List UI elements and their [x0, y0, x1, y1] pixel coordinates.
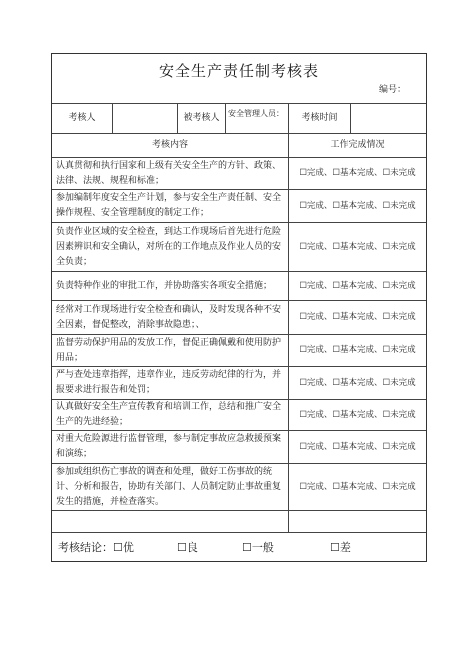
- assessment-time-label: 考核时间: [288, 104, 350, 133]
- table-row-empty: [52, 510, 426, 532]
- assessor-field[interactable]: [112, 104, 177, 133]
- item-text: 负责作业区域的安全检查，到达工作现场后首先进行危险因素辨识和安全确认，对所在的工作地点及作业人员的安全负责；: [56, 226, 282, 267]
- status-options-empty: [288, 511, 426, 532]
- conclusion-row: [52, 532, 426, 561]
- item-text: 负责特种作业的审批工作，并协助落实各项安全措施；: [56, 280, 273, 291]
- conclusion-option-good[interactable]: ☐良: [177, 540, 198, 554]
- status-column-header: 工作完成情况: [288, 134, 426, 157]
- content-column-header: 考核内容: [151, 140, 188, 150]
- table-row: [52, 334, 426, 366]
- conclusion-option-average[interactable]: ☐一般: [242, 540, 274, 554]
- status-options[interactable]: ☐完成、☐基本完成、☐未完成: [288, 158, 426, 189]
- serial-number-label: 编号：: [378, 85, 406, 95]
- table-row: [52, 157, 426, 189]
- assessment-form: [51, 53, 427, 562]
- item-text: 监督劳动保护用品的发放工作，督促正确佩戴和使用防护用品；: [56, 337, 282, 363]
- table-row: [52, 430, 426, 463]
- status-options[interactable]: ☐完成、☐基本完成、☐未完成: [288, 464, 426, 510]
- item-text: 认真做好安全生产宣传教育和培训工作，总结和推广安全生产的先进经验；: [56, 402, 282, 427]
- table-row: [52, 222, 426, 271]
- form-title: 安全生产责任制考核表: [158, 62, 319, 80]
- status-options[interactable]: ☐完成、☐基本完成、☐未完成: [288, 223, 426, 271]
- status-options[interactable]: ☐完成、☐基本完成、☐未完成: [288, 190, 426, 222]
- conclusion-option-poor[interactable]: ☐差: [330, 540, 351, 554]
- table-row: [52, 463, 426, 510]
- table-row: [52, 271, 426, 300]
- conclusion-option-excellent[interactable]: ☐优: [113, 540, 134, 554]
- assessor-label: 考核人: [68, 113, 96, 123]
- item-text: 对重大危险源进行监督管理，参与制定事故应急救援预案和演练；: [56, 434, 282, 459]
- table-header: [52, 133, 426, 157]
- item-text: 认真贯彻和执行国家和上级有关安全生产的方针、政策、法律、法规、规程和标准；: [56, 160, 282, 186]
- status-options[interactable]: ☐完成、☐基本完成、☐未完成: [288, 367, 426, 399]
- status-options[interactable]: ☐完成、☐基本完成、☐未完成: [288, 431, 426, 463]
- status-options[interactable]: ☐完成、☐基本完成、☐未完成: [288, 400, 426, 430]
- table-row: [52, 366, 426, 399]
- assessment-time-field[interactable]: [350, 104, 426, 133]
- item-text: 参加编制年度安全生产计划，参与安全生产责任制、安全操作规程、安全管理制度的制定工作；: [56, 193, 282, 218]
- info-row: [52, 103, 426, 133]
- item-text: 严与查处违章指挥，违章作业，违反劳动纪律的行为，并报要求进行报告和处罚；: [56, 370, 282, 395]
- assessee-label: 被考核人: [177, 104, 225, 133]
- conclusion-label: 考核结论：: [58, 540, 113, 554]
- item-text: 经常对工作现场进行安全检查和确认，及时发现各种不安全因素，督促整改，消除事故隐患；、: [56, 304, 282, 330]
- status-options[interactable]: ☐完成、☐基本完成、☐未完成: [288, 301, 426, 334]
- status-options[interactable]: ☐完成、☐基本完成、☐未完成: [288, 335, 426, 366]
- status-options[interactable]: ☐完成、☐基本完成、☐未完成: [288, 272, 426, 300]
- item-text-empty: [54, 511, 287, 532]
- safety-manager-label: 安全管理人员：: [225, 104, 288, 133]
- table-row: [52, 399, 426, 430]
- table-row: [52, 189, 426, 222]
- table-row: [52, 300, 426, 334]
- item-text: 参加或组织伤亡事故的调查和处理，做好工伤事故的统计、分析和报告，协助有关部门、人员制定防止事故重复发生的措施，并检查落实。: [56, 466, 282, 507]
